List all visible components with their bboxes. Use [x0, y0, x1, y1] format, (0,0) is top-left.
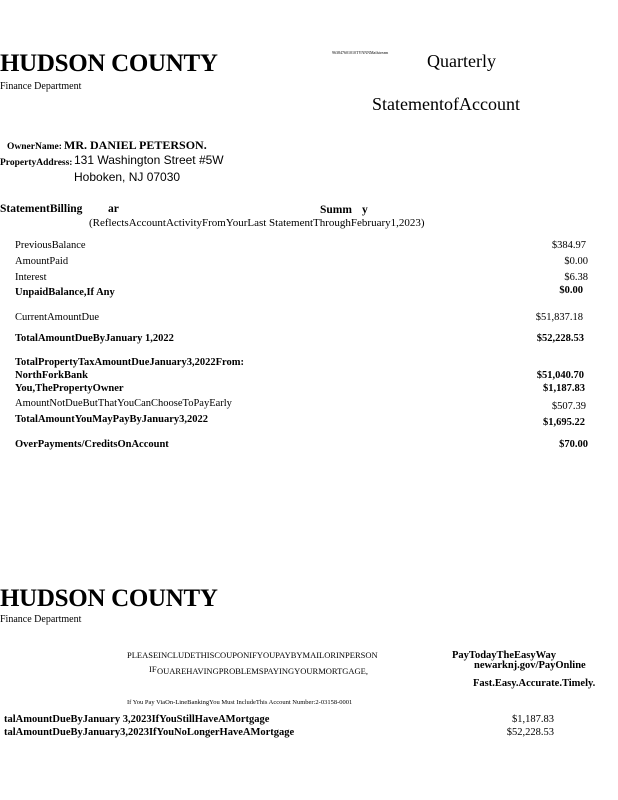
row-amount: $1,695.22: [543, 417, 585, 428]
county-name: HUDSON COUNTY: [0, 50, 218, 77]
summary-title-summ: Summ: [320, 204, 352, 216]
row-label: AmountPaid: [15, 256, 69, 267]
row-label: You,ThePropertyOwner: [15, 383, 124, 394]
summary-subtitle: (ReflectsAccountActivityFromYourLast StatementThroughFebruary1,2023): [89, 217, 425, 229]
row-label: AmountNotDueButThatYouCanChooseToPayEarly: [15, 398, 232, 409]
pay-tagline: Fast.Easy.Accurate.Timely.: [473, 678, 596, 689]
row-amount: $0.00: [559, 285, 583, 296]
coupon-instruction-line2: OUAREHAVINGPROBLEMSPAYINGYOURMORTGAGE,: [157, 666, 368, 676]
row-amount: $52,228.53: [536, 333, 584, 344]
row-label: TotalAmountDueByJanuary 1,2022: [15, 333, 174, 344]
mailstream-code: 963847601010TYNNNMailstream: [332, 50, 389, 55]
row-amount: $384.97: [551, 240, 586, 251]
row-amount: $507.39: [551, 401, 586, 412]
coupon-instruction-line1: PLEASEINCLUDETHISCOUPONIFYOUPAYBYMAILORINPERSON: [127, 650, 378, 660]
row-amount: $6.38: [564, 272, 588, 283]
coupon-county-name: HUDSON COUNTY: [0, 585, 218, 612]
pay-today-heading: PayTodayTheEasyWay: [452, 650, 557, 661]
row-amount: $0.00: [564, 256, 588, 267]
quarterly-label: Quarterly: [427, 51, 496, 71]
row-label: OverPayments/CreditsOnAccount: [15, 439, 169, 450]
coupon-instruction-prefix: IF: [149, 664, 157, 674]
due-with-mortgage-label: talAmountDueByJanuary 3,2023IfYouStillHaveAMortgage: [4, 714, 270, 725]
due-without-mortgage-label: talAmountDueByJanuary3,2023IfYouNoLongerHaveAMortgage: [4, 727, 295, 738]
row-label: Interest: [15, 272, 47, 283]
pay-online-url[interactable]: newarknj.gov/PayOnline: [474, 660, 586, 671]
row-label: CurrentAmountDue: [15, 312, 99, 323]
coupon-department-name: Finance Department: [0, 614, 82, 625]
row-amount: $1,187.83: [543, 383, 585, 394]
row-label: TotalPropertyTaxAmountDueJanuary3,2022From:: [15, 357, 244, 368]
summary-title-y: y: [362, 204, 368, 216]
address-line1: 131 Washington Street #5W: [74, 153, 224, 167]
address-line2: Hoboken, NJ 07030: [74, 170, 181, 184]
online-banking-note: If You Pay ViaOn-LineBankingYou Must IncludeThis Account Number:2-03158-0001: [127, 699, 353, 706]
summary-title-ar: ar: [108, 203, 119, 215]
due-with-mortgage-amount: $1,187.83: [512, 714, 554, 725]
row-amount: $51,040.70: [536, 370, 584, 381]
row-amount: $51,837.18: [535, 312, 583, 323]
department-name: Finance Department: [0, 81, 82, 92]
property-address-label: PropertyAddress:: [0, 158, 73, 168]
row-label: TotalAmountYouMayPayByJanuary3,2022: [15, 414, 209, 425]
row-label: PreviousBalance: [15, 240, 86, 251]
due-without-mortgage-amount: $52,228.53: [506, 727, 554, 738]
row-label: NorthForkBank: [15, 370, 88, 381]
row-label: UnpaidBalance,If Any: [15, 287, 115, 298]
owner-name: MR. DANIEL PETERSON.: [64, 138, 207, 152]
owner-name-label: OwnerName:: [7, 142, 62, 152]
statement-title: StatementofAccount: [372, 94, 520, 114]
row-amount: $70.00: [559, 439, 588, 450]
summary-title-left: StatementBilling: [0, 203, 83, 215]
